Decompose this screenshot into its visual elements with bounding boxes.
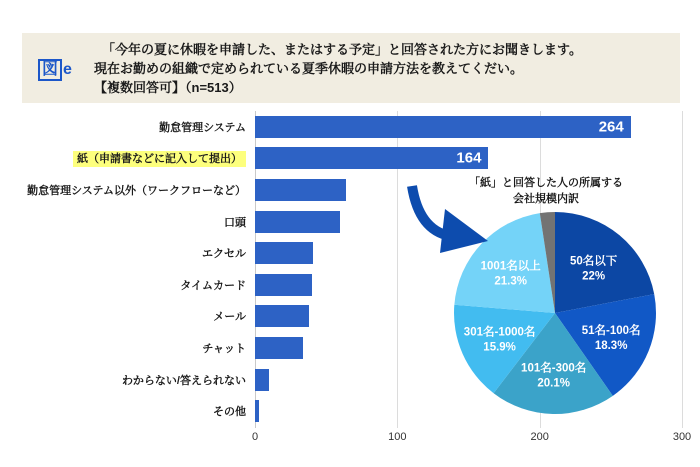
bar <box>255 116 631 138</box>
figure-badge-letter: e <box>63 61 72 78</box>
pie-slice-label: 50名以下 22% <box>569 255 618 283</box>
bar-row <box>0 143 682 175</box>
bar <box>255 274 312 296</box>
figure-badge-box: 図 <box>38 59 62 81</box>
bar-category-label: その他 <box>213 406 246 419</box>
gridline <box>682 111 683 428</box>
x-axis-tick: 300 <box>672 431 692 443</box>
bar-category-label: 勤怠管理システム <box>159 121 246 134</box>
bar <box>255 369 269 391</box>
bar-category-label: タイムカード <box>180 279 246 292</box>
bar-value-label: 264 <box>598 118 624 136</box>
bar-value-label: 164 <box>456 149 482 167</box>
pie-title-line-1: 「紙」と回答した人の所属する <box>469 177 623 189</box>
question-line-3: 【複数回答可】（n=513） <box>94 80 242 95</box>
question-line-1: 「今年の夏に休暇を申請した、またはする予定」と回答された方にお聞きします。 <box>102 42 582 57</box>
x-axis-tick: 100 <box>388 431 407 443</box>
bar-category-label: わからない/答えられない <box>121 374 246 387</box>
question-header <box>22 33 680 103</box>
bar-category-label: チャット <box>202 342 246 355</box>
bar-track <box>255 143 682 175</box>
bar <box>255 400 259 422</box>
bar-category-label: 勤怠管理システム以外（ワークフローなど） <box>27 184 246 197</box>
highlighted-category-label: 紙（申請書などに記入して提出） <box>73 151 246 167</box>
x-axis-tick: 200 <box>530 431 549 443</box>
curved-arrow-icon <box>398 183 498 258</box>
bar <box>255 337 303 359</box>
question-line-2: 現在お勤めの組織で定められている夏季休暇の申請方法を教えてくだい。 <box>94 61 524 76</box>
x-axis-tick: 0 <box>251 431 259 443</box>
pie-slice-label: 101名-300名 20.1% <box>521 362 587 390</box>
bar-row <box>0 111 682 143</box>
bar-category-label <box>0 150 255 166</box>
pie-slice-label: 301名-1000名 15.9% <box>463 326 536 354</box>
bar-track <box>255 111 682 143</box>
pie-slice-label: 1001名以上 21.3% <box>480 260 541 288</box>
pie-title-line-2: 会社規模内訳 <box>513 193 579 205</box>
bar <box>255 179 346 201</box>
bar <box>255 305 309 327</box>
bar <box>255 147 488 169</box>
bar-category-label: エクセル <box>202 248 246 261</box>
bar-category-label: メール <box>213 311 246 324</box>
bar <box>255 242 313 264</box>
bar-category-label: 口頭 <box>224 216 246 229</box>
x-axis <box>251 431 692 445</box>
question-text <box>94 40 680 97</box>
pie-slice-label: 51名-100名 18.3% <box>581 324 641 352</box>
bar <box>255 211 340 233</box>
figure-label-badge <box>38 59 72 81</box>
